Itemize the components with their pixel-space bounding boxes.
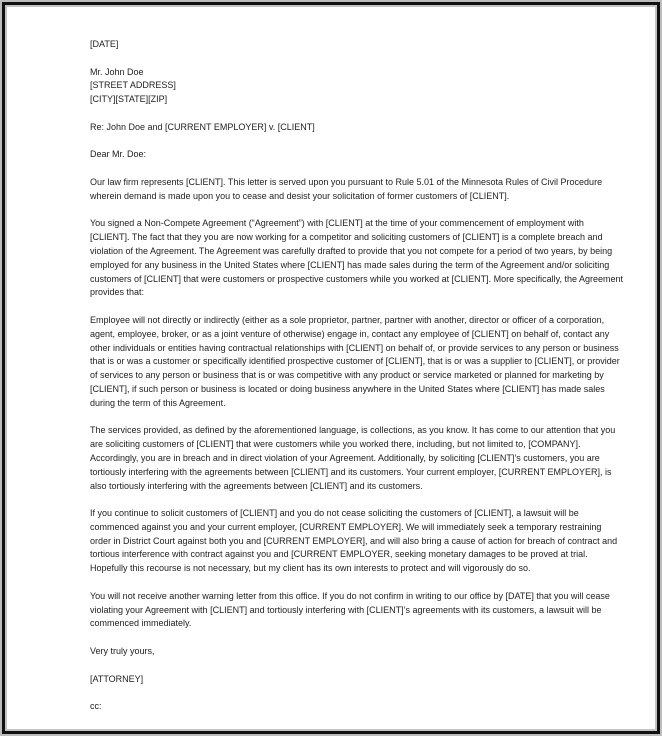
paragraph-line: order in District Court against both you and [CURRENT EMPLOYER], and will also bring a cause of action for breach of contract and	[90, 535, 618, 546]
paragraph-line: also tortiously interfering with the agreements between [CLIENT] and its customers.	[90, 480, 423, 491]
paragraph-line: You signed a Non-Compete Agreement (“Agreement”) with [CLIENT] at the time of your commencement of employment with	[90, 218, 584, 229]
paragraph-line: violating your Agreement with [CLIENT] and tortiously interfering with [CLIENT]’s agreements with its customers, a lawsuit will be	[90, 604, 602, 615]
paragraph-line: Hopefully this recourse is not necessary, but my client has its own interests to protect and will vigorously do so.	[90, 563, 531, 574]
paragraph-line: [CLIENT]. The fact that they you are now working for a competitor and soliciting customers of [CLIENT] is a complete breach and	[90, 232, 603, 243]
body-paragraph	[90, 217, 624, 300]
paragraph-line: If you continue to solicit customers of [CLIENT] and you do not cease soliciting the customers of [CLIENT], a lawsuit will be	[90, 508, 579, 519]
letter-page	[7, 7, 655, 729]
paragraph-line: Employee will not directly or indirectly (either as a sole proprietor, partner, partner with another, director or officer of a corporation,	[90, 314, 605, 325]
page-border	[5, 5, 657, 731]
paragraph-line: customers of [CLIENT] that were customers or prospective customers while you worked at [CLIENT]. More specifically, the Agreement	[90, 273, 624, 284]
paragraph-line: tortiously interfering with the agreements between [CLIENT] and its customers. Your current employer, [CURRENT EMPLOYER], is	[90, 466, 612, 477]
paragraph-line: of services to any person or business that is or was competitive with any product or service marketed or planned for marketing by	[90, 370, 604, 381]
body-paragraphs	[90, 176, 624, 631]
paragraph-line: agent, employee, broker, or as a joint venture of otherwise) engage in, contact any employee of [CLIENT] on behalf of, contact any	[90, 328, 610, 339]
paragraph-line: during the term of this Agreement.	[90, 397, 226, 408]
letter-date: [DATE]	[90, 39, 119, 49]
recipient-name: Mr. John Doe	[90, 66, 144, 77]
subject-line: Re: John Doe and [CURRENT EMPLOYER] v. [CLIENT]	[90, 121, 315, 132]
body-paragraph	[90, 176, 603, 204]
paragraph-line: violation of the Agreement. The Agreement was carefully drafted to provide that you not compete for a period of two years, by being	[90, 245, 613, 256]
recipient-street: [STREET ADDRESS]	[90, 80, 176, 91]
paragraph-line: wherein demand is made upon you to cease and desist your solicitation of former customers of [CLIENT].	[90, 190, 510, 201]
paragraph-line: The services provided, as defined by the aforementioned language, is collections, as you know. It has come to our attention that you	[90, 425, 616, 436]
salutation: Dear Mr. Doe:	[90, 149, 147, 160]
body-paragraph	[90, 507, 618, 576]
recipient-address	[90, 66, 590, 107]
paragraph-line: Accordingly, you are in breach and in direct violation of your Agreement. Additionally, by soliciting [CLIENT]’s customers, you are	[90, 452, 600, 463]
page-frame	[2, 2, 660, 734]
paragraph-line: Our law firm represents [CLIENT]. This letter is served upon you pursuant to Rule 5.01 of the Minnesota Rules of Civil Procedure	[90, 176, 603, 187]
paragraph-line: commenced immediately.	[90, 618, 192, 629]
paragraph-line: [CLIENT], if such person or business is located or doing business anywhere in the United States where [CLIENT] has made sales	[90, 383, 605, 394]
paragraph-line: tortious interference with contract against you and [CURRENT EMPLOYER, seeking monetary damages to be proved at trial.	[90, 549, 588, 560]
closing: Very truly yours,	[90, 646, 155, 657]
paragraph-line: are soliciting customers of [CLIENT] that were customers while you worked there, including, but not limited to, [COMPANY].	[90, 439, 581, 450]
recipient-city: [CITY][STATE][ZIP]	[90, 94, 168, 105]
paragraph-line: commenced against you and your current employer, [CURRENT EMPLOYER]. We will immediately seek a temporary restraining	[90, 521, 602, 532]
cc-line: cc:	[90, 701, 102, 712]
paragraph-line: employed for any business in the United States where [CLIENT] has made sales during the term of the Agreement and/or soliciting	[90, 259, 610, 270]
paragraph-line: that is or was a customer or specifically identified prospective customer of [CLIENT], that is or was a supplier to [CLIENT], or provider	[90, 356, 620, 367]
letter-body	[90, 38, 624, 728]
paragraph-line: other individuals or entities having contractual relationships with [CLIENT] on behalf of, or provide services to any person or business	[90, 342, 619, 353]
paragraph-line: You will not receive another warning letter from this office. If you do not confirm in writing to our office by [DATE] that you will cease	[90, 590, 610, 601]
body-paragraph	[90, 424, 616, 493]
body-paragraph	[90, 314, 620, 411]
paragraph-line: provides that:	[90, 287, 145, 298]
signature: [ATTORNEY]	[90, 673, 144, 684]
body-paragraph	[90, 590, 610, 631]
